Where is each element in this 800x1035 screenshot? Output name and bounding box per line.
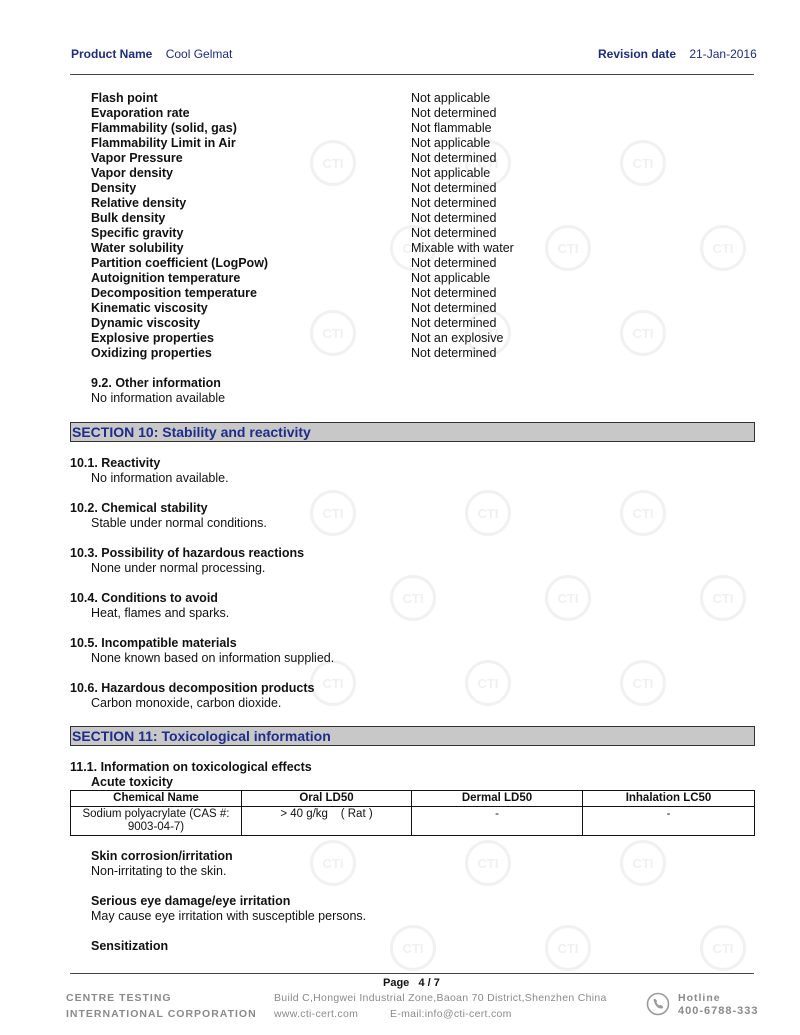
property-value: Not determined [411, 196, 497, 210]
property-name: Density [91, 181, 137, 195]
hotline-label: Hotline [678, 992, 721, 1004]
section-10-item-text: None known based on information supplied. [91, 651, 335, 665]
property-value: Not determined [411, 106, 497, 120]
section-10-item-title: 10.1. Reactivity [70, 456, 161, 470]
property-value: Not determined [411, 226, 497, 240]
cti-watermark-icon [465, 660, 511, 706]
section-11-item-text: May cause eye irritation with susceptible persons. [91, 909, 367, 923]
cti-watermark-icon [620, 310, 666, 356]
table-header-cell: Inhalation LC50 [583, 791, 755, 807]
product-name-label: Product Name [71, 47, 153, 61]
property-value: Not determined [411, 316, 497, 330]
cti-watermark-icon [310, 490, 356, 536]
cti-watermark-icon [310, 660, 356, 706]
cti-watermark-icon [700, 925, 746, 971]
cti-watermark-icon [620, 490, 666, 536]
section-11-item-title: Serious eye damage/eye irritation [91, 894, 291, 908]
property-name: Decomposition temperature [91, 286, 258, 300]
property-name: Kinematic viscosity [91, 301, 208, 315]
hotline-number: 400-6788-333 [678, 1005, 759, 1017]
revision-date-label: Revision date [598, 47, 677, 61]
table-cell: - [583, 807, 755, 836]
property-value: Not flammable [411, 121, 492, 135]
property-name: Flash point [91, 91, 158, 105]
section-11-item-text: Non-irritating to the skin. [91, 864, 227, 878]
property-name: Bulk density [91, 211, 166, 225]
section-11-item-title: Skin corrosion/irritation [91, 849, 233, 863]
property-value: Not determined [411, 181, 497, 195]
cti-watermark-icon [545, 925, 591, 971]
property-value: Not applicable [411, 91, 491, 105]
property-value: Not determined [411, 256, 497, 270]
section-10-item-text: Carbon monoxide, carbon dioxide. [91, 696, 282, 710]
other-info-title: 9.2. Other information [91, 376, 221, 390]
header-divider [70, 74, 754, 75]
company-name-line2: INTERNATIONAL CORPORATION [66, 1008, 257, 1020]
cti-watermark-icon [620, 660, 666, 706]
table-cell: Sodium polyacrylate (CAS #: 9003-04-7) [71, 807, 242, 836]
property-value: Not applicable [411, 136, 491, 150]
acute-toxicity-title: Acute toxicity [91, 775, 173, 789]
cti-watermark-icon [465, 840, 511, 886]
footer-divider [70, 973, 754, 974]
property-value: Not applicable [411, 271, 491, 285]
property-name: Partition coefficient (LogPow) [91, 256, 269, 270]
section-10-item-title: 10.3. Possibility of hazardous reactions [70, 546, 305, 560]
company-name-line1: CENTRE TESTING [66, 992, 172, 1004]
table-header-row [71, 791, 755, 807]
table-header-cell: Chemical Name [71, 791, 242, 807]
table-cell: - [412, 807, 583, 836]
cti-watermark-icon [620, 140, 666, 186]
property-value: Not determined [411, 286, 497, 300]
section-11-header: SECTION 11: Toxicological information [70, 726, 755, 746]
property-name: Explosive properties [91, 331, 214, 345]
cti-watermark-icon [545, 575, 591, 621]
company-website: www.cti-cert.com [274, 1008, 359, 1020]
cti-watermark-icon [545, 225, 591, 271]
cti-watermark-icon [310, 840, 356, 886]
property-name: Flammability (solid, gas) [91, 121, 237, 135]
property-name: Vapor Pressure [91, 151, 183, 165]
section-10-header: SECTION 10: Stability and reactivity [70, 422, 755, 442]
page-number: Page 4 / 7 [383, 977, 440, 989]
section-10-item-title: 10.4. Conditions to avoid [70, 591, 218, 605]
cti-watermark-icon [390, 925, 436, 971]
cti-watermark-icon [310, 140, 356, 186]
property-name: Specific gravity [91, 226, 184, 240]
section-10-item-text: No information available. [91, 471, 229, 485]
property-name: Dynamic viscosity [91, 316, 201, 330]
section-10-item-text: Stable under normal conditions. [91, 516, 267, 530]
table-header-cell: Oral LD50 [242, 791, 412, 807]
property-value: Not determined [411, 346, 497, 360]
property-value: Not determined [411, 151, 497, 165]
property-value: Not applicable [411, 166, 491, 180]
revision-date-line [598, 47, 757, 61]
cti-watermark-icon [700, 575, 746, 621]
property-value: Not determined [411, 211, 497, 225]
property-value: Mixable with water [411, 241, 514, 255]
other-info-text: No information available [91, 391, 226, 405]
company-email: E-mail:info@cti-cert.com [390, 1008, 512, 1020]
section-10-item-title: 10.6. Hazardous decomposition products [70, 681, 315, 695]
section-10-item-title: 10.5. Incompatible materials [70, 636, 237, 650]
product-name-value: Cool Gelmat [165, 47, 233, 61]
cti-watermark-icon [310, 310, 356, 356]
section-11-sub-title: 11.1. Information on toxicological effects [70, 760, 312, 774]
phone-icon [646, 992, 670, 1016]
cti-watermark-icon [465, 490, 511, 536]
table-cell: > 40 g/kg ( Rat ) [242, 807, 412, 836]
section-10-item-text: Heat, flames and sparks. [91, 606, 230, 620]
property-value: Not determined [411, 301, 497, 315]
property-name: Evaporation rate [91, 106, 190, 120]
cti-watermark-icon [390, 575, 436, 621]
property-name: Autoignition temperature [91, 271, 241, 285]
property-name: Oxidizing properties [91, 346, 212, 360]
section-10-item-title: 10.2. Chemical stability [70, 501, 208, 515]
company-address: Build C,Hongwei Industrial Zone,Baoan 70 District,Shenzhen China [274, 992, 607, 1004]
property-name: Water solubility [91, 241, 184, 255]
property-value: Not an explosive [411, 331, 504, 345]
cti-watermark-icon [620, 840, 666, 886]
table-row [71, 807, 755, 836]
property-name: Vapor density [91, 166, 173, 180]
revision-date-value: 21-Jan-2016 [689, 47, 757, 61]
section-11-item-title: Sensitization [91, 939, 169, 953]
section-10-item-text: None under normal processing. [91, 561, 266, 575]
table-header-cell: Dermal LD50 [412, 791, 583, 807]
property-name: Flammability Limit in Air [91, 136, 236, 150]
product-name-line [71, 47, 232, 61]
cti-watermark-icon [700, 225, 746, 271]
acute-toxicity-table [70, 790, 755, 836]
property-name: Relative density [91, 196, 187, 210]
